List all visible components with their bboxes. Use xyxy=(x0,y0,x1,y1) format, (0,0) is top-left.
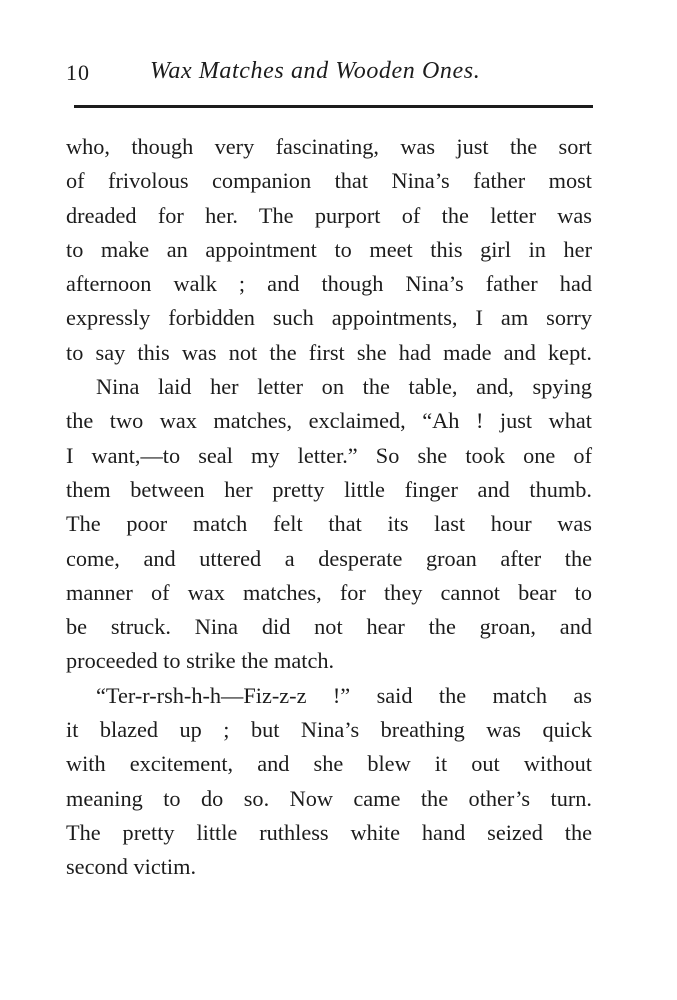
text-line: of frivolous companion that Nina’s father most xyxy=(66,168,592,194)
body-text xyxy=(66,130,592,885)
text-line: proceeded to strike the match. xyxy=(66,648,335,674)
text-line: to make an appointment to meet this girl in her xyxy=(66,236,592,262)
page-number: 10 xyxy=(66,60,90,85)
text-line: be struck. Nina did not hear the groan, and xyxy=(66,614,592,640)
paragraph-2 xyxy=(66,370,592,679)
text-line: to say this was not the first she had made and kept. xyxy=(66,339,592,365)
text-line: Nina laid her letter on the table, and, spying xyxy=(96,374,592,400)
running-title: Wax Matches and Wooden Ones. xyxy=(150,58,481,84)
text-line: them between her pretty little finger and thumb. xyxy=(66,476,592,502)
text-line: with excitement, and she blew it out without xyxy=(66,751,592,777)
text-line: dreaded for her. The purport of the letter was xyxy=(66,202,592,228)
text-line: The poor match felt that its last hour was xyxy=(66,511,592,537)
text-line: The pretty little ruthless white hand seized the xyxy=(66,819,592,845)
text-line: I want,—to seal my letter.” So she took one of xyxy=(66,442,592,468)
text-line: meaning to do so. Now came the other’s turn. xyxy=(66,785,592,811)
text-line: “Ter-r-rsh-h-h—Fiz-z-z !” said the match as xyxy=(96,682,592,708)
page-header xyxy=(66,58,594,92)
paragraph-1 xyxy=(66,130,592,370)
text-line: the two wax matches, exclaimed, “Ah ! just what xyxy=(66,408,592,434)
header-rule xyxy=(74,105,593,108)
text-line: expressly forbidden such appointments, I am sorry xyxy=(66,305,592,331)
text-line: afternoon walk ; and though Nina’s father had xyxy=(66,271,592,297)
text-line: it blazed up ; but Nina’s breathing was quick xyxy=(66,717,592,743)
text-line: manner of wax matches, for they cannot bear to xyxy=(66,579,592,605)
text-line: who, though very fascinating, was just the sort xyxy=(66,134,592,159)
text-line: second victim. xyxy=(66,854,197,880)
text-line: come, and uttered a desperate groan after the xyxy=(66,545,592,571)
paragraph-3 xyxy=(66,679,592,885)
